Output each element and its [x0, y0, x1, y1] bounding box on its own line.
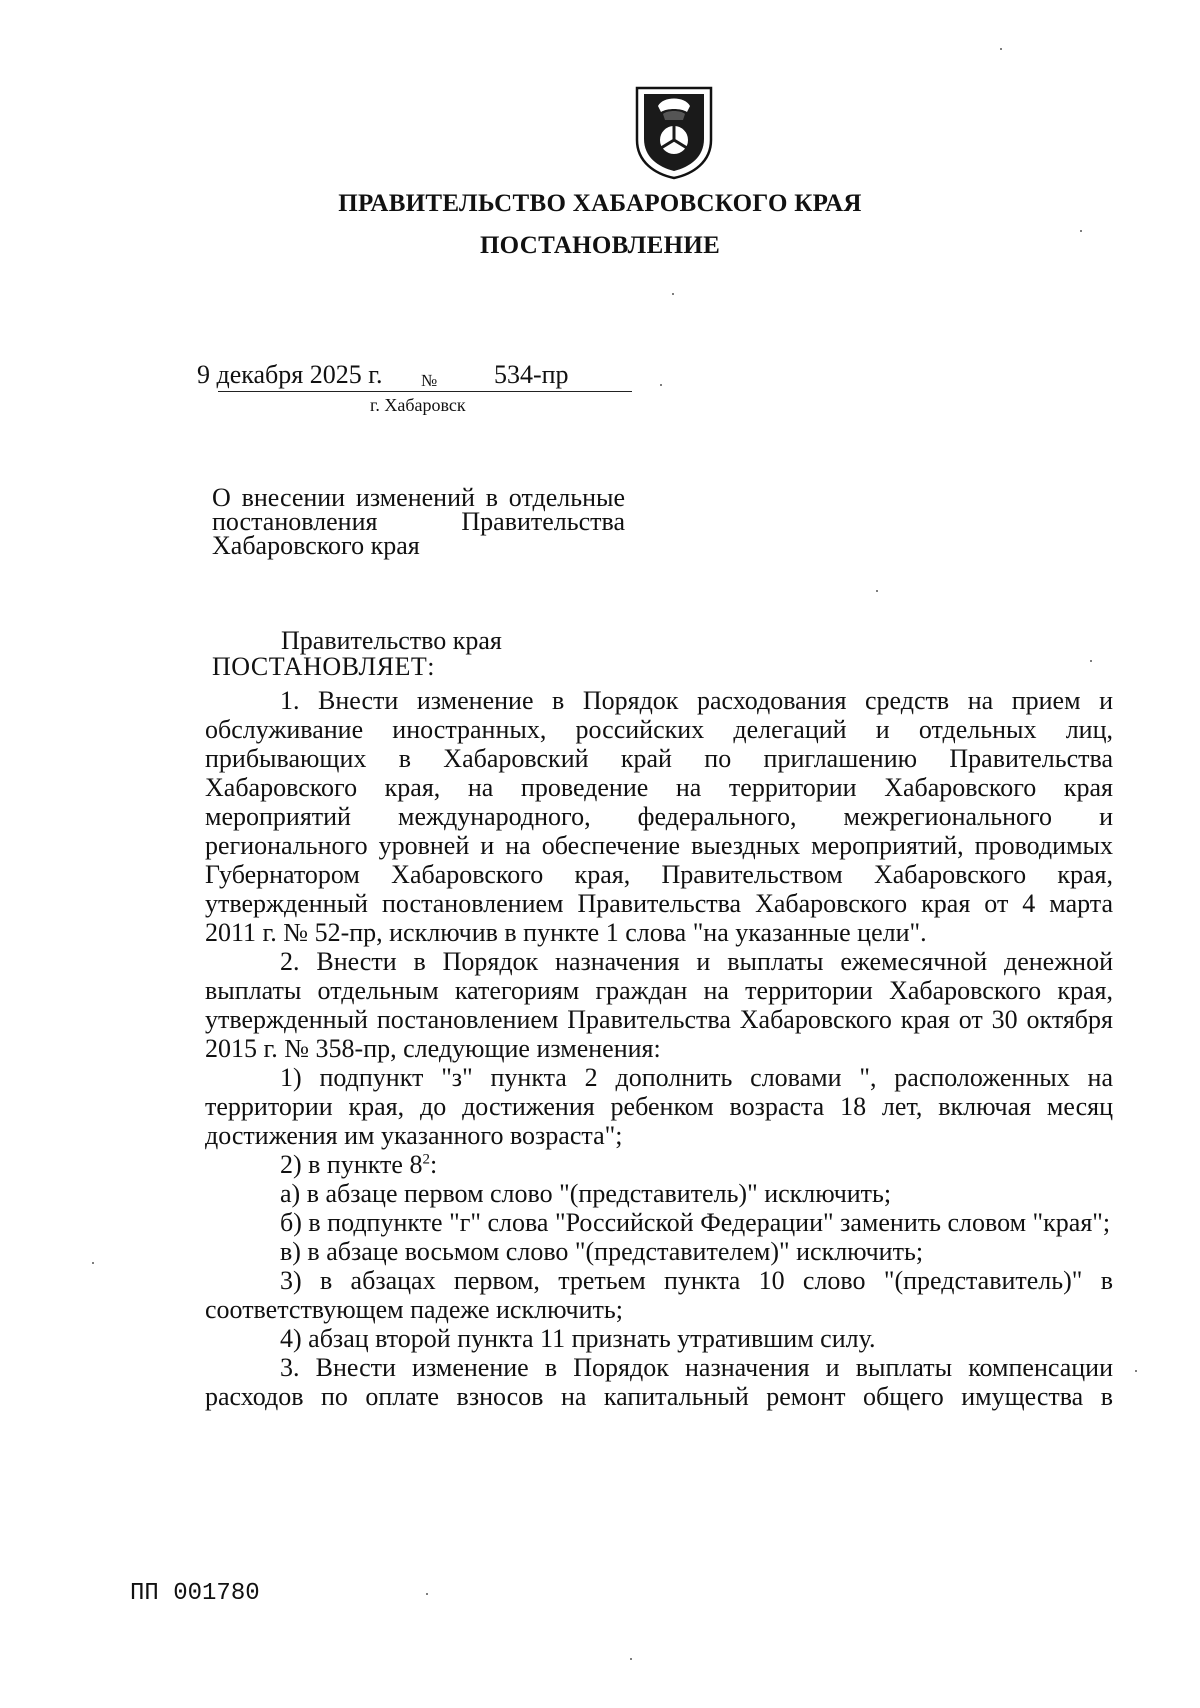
- scan-speck: [92, 1262, 94, 1264]
- item-2-subitem-2c: в) в абзаце восьмом слово "(представителем)" исключить;: [280, 1237, 924, 1266]
- scan-speck: [1000, 48, 1002, 50]
- item-2-subitem-2-text: 2) в пункте 8: [280, 1150, 423, 1179]
- subject-line: постановления Правительства: [212, 507, 625, 536]
- item-2-subitem-4: 4) абзац второй пункта 11 признать утратившим силу.: [280, 1324, 876, 1353]
- item-2-subitem-2-colon: :: [429, 1150, 438, 1179]
- scan-speck: [672, 293, 674, 295]
- subject-line: Хабаровского края: [212, 531, 420, 560]
- document-type-title: ПОСТАНОВЛЕНИЕ: [479, 232, 721, 259]
- coat-of-arms-icon: [633, 84, 715, 180]
- registration-line: [197, 360, 611, 391]
- superscript: 2: [422, 1151, 430, 1168]
- item-2-subitem-1: 1) подпункт "з" пункта 2 дополнить словами ", расположенных на территории края, до достижения ребенком возраста 18 лет, включая месяц достижения им указанного возраста";: [205, 1063, 1113, 1150]
- scan-speck: [1135, 1370, 1137, 1372]
- document-subject: [212, 483, 625, 560]
- issue-city: г. Хабаровск: [370, 395, 466, 415]
- item-1: 1. Внести изменение в Порядок расходования средств на прием и обслуживание иностранных, российских делегаций и отдельных лиц, прибывающих в Хабаровский край по приглашению Правительства Хабаровского края, на проведение на территории Хабаровского края мероприятий международного, федерального, межрегионального и регионального уровней и на обеспечение выездных мероприятий, проводимых Губернатором Хабаровского края, Правительством Хабаровского края, утвержденный постановлением Правительства Хабаровского края от 4 марта 2011 г. № 52-пр, исключив в пункте 1 слова "на указанные цели".: [205, 686, 1113, 947]
- date-underline: [218, 391, 418, 392]
- subject-line: О внесении изменений в отдельные: [212, 483, 625, 512]
- item-2-subitem-2: [205, 1150, 1113, 1179]
- item-2: 2. Внести в Порядок назначения и выплаты ежемесячной денежной выплаты отдельным категориям граждан на территории Хабаровского края, утвержденный постановлением Правительства Хабаровского края от 30 октября 2015 г. № 358-пр, следующие изменения:: [205, 947, 1113, 1063]
- document-date: 9 декабря 2025 г.: [197, 360, 383, 389]
- decree-word: ПОСТАНОВЛЯЕТ:: [212, 652, 435, 681]
- number-underline: [418, 391, 632, 392]
- form-serial-number: ПП 001780: [130, 1580, 260, 1607]
- scan-speck: [876, 590, 878, 592]
- scan-speck: [1080, 230, 1082, 232]
- preamble: Правительство края: [281, 626, 502, 655]
- document-body: [205, 686, 1113, 1411]
- scan-speck: [426, 1593, 428, 1595]
- item-3: 3. Внести изменение в Порядок назначения и выплаты компенсации расходов по оплате взносов на капитальный ремонт общего имущества в: [205, 1353, 1113, 1411]
- item-2-subitem-2b: б) в подпункте "г" слова "Российской Федерации" заменить словом "края";: [280, 1208, 1111, 1237]
- scan-speck: [630, 1658, 632, 1660]
- scan-speck: [1090, 660, 1092, 662]
- issuing-authority-title: ПРАВИТЕЛЬСТВО ХАБАРОВСКОГО КРАЯ: [338, 190, 862, 217]
- item-2-subitem-3: 3) в абзацах первом, третьем пункта 10 слово "(представитель)" в соответствующем падеже исключить;: [205, 1266, 1113, 1324]
- document-number: 534-пр: [493, 360, 569, 389]
- item-2-subitem-2a: а) в абзаце первом слово "(представитель)" исключить;: [280, 1179, 892, 1208]
- number-sign: №: [421, 371, 438, 390]
- scan-speck: [660, 384, 662, 386]
